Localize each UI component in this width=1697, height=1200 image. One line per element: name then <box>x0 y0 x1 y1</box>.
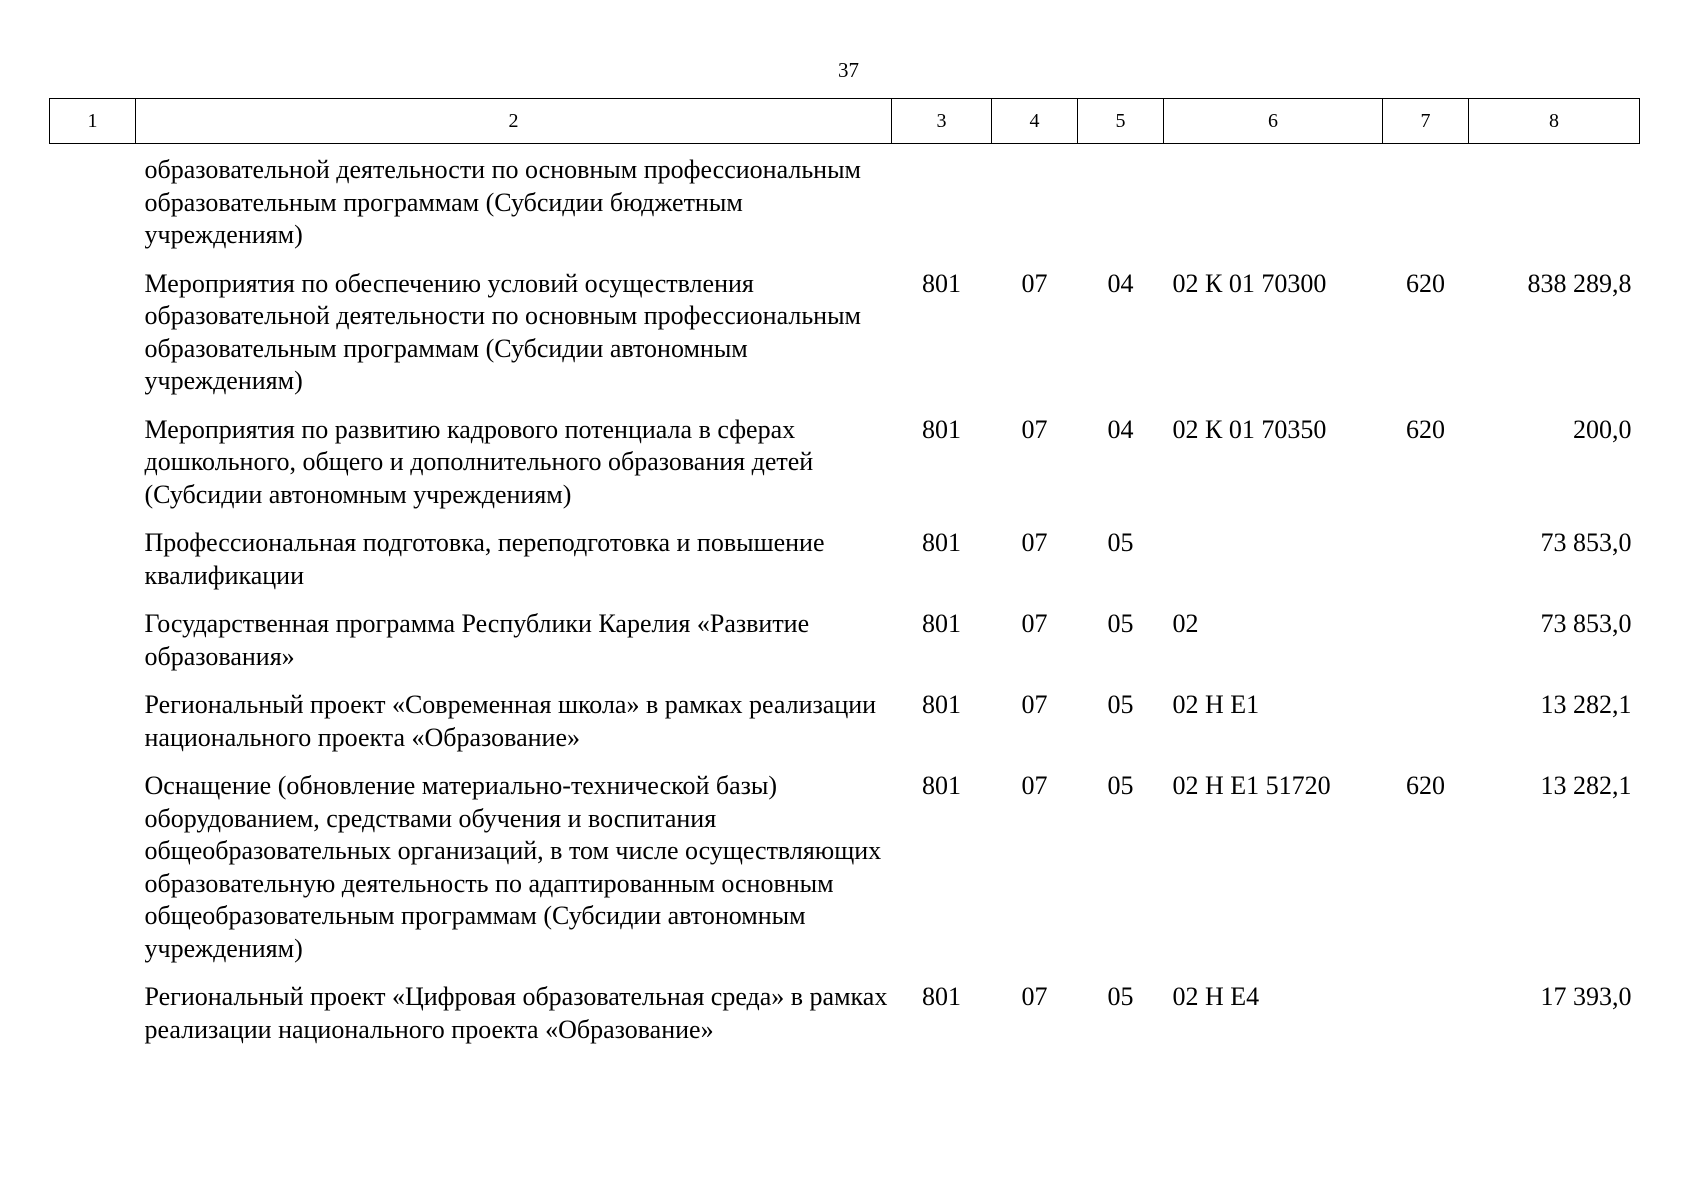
item-name: Профессиональная подготовка, переподготовка и повышение квалификации <box>144 528 825 590</box>
section-code: 07 <box>1021 528 1048 557</box>
target-article-code <box>1164 527 1383 608</box>
col-1-cell <box>50 527 136 608</box>
expense-type-code <box>1383 144 1469 268</box>
target-article-code: 02 Н Е4 <box>1172 982 1260 1011</box>
expense-type-code <box>1383 981 1469 1062</box>
table-row <box>50 268 1640 414</box>
item-name: образовательной деятельности по основным профессиональным образовательным программам (Субсидии бюджетным учреждениям) <box>144 155 862 249</box>
item-name: Государственная программа Республики Карелия «Развитие образования» <box>144 609 810 671</box>
target-article-code: 02 Н Е1 51720 <box>1172 771 1331 800</box>
amount: 200,0 <box>1573 414 1632 444</box>
item-name: Мероприятия по обеспечению условий осуществления образовательной деятельности по основным профессиональным образовательным программам (Субсидии автономным учреждениям) <box>144 268 862 395</box>
expense-type-code <box>1383 527 1469 608</box>
col-1-cell <box>50 770 136 981</box>
amount: 73 853,0 <box>1540 528 1632 557</box>
amount: 73 853,0 <box>1540 609 1632 638</box>
subsection-code: 05 <box>1107 771 1134 800</box>
admin-code: 801 <box>922 982 961 1011</box>
section-code <box>992 144 1078 268</box>
subsection-code: 04 <box>1107 414 1134 444</box>
header-col-8: 8 <box>1469 99 1640 144</box>
subsection-code <box>1078 144 1164 268</box>
col-1-cell <box>50 689 136 770</box>
table-row <box>50 770 1640 981</box>
amount: 13 282,1 <box>1540 771 1632 800</box>
target-article-code: 02 К 01 70300 <box>1172 268 1327 298</box>
admin-code: 801 <box>922 268 961 298</box>
section-code: 07 <box>1021 982 1048 1011</box>
section-code: 07 <box>1021 771 1048 800</box>
subsection-code: 05 <box>1107 609 1134 638</box>
header-col-2: 2 <box>136 99 892 144</box>
item-name: Региональный проект «Цифровая образовательная среда» в рамках реализации национального проекта «Образование» <box>144 982 888 1044</box>
amount: 13 282,1 <box>1540 690 1632 719</box>
col-1-cell <box>50 414 136 528</box>
col-1-cell <box>50 981 136 1062</box>
subsection-code: 05 <box>1107 528 1134 557</box>
page-number: 37 <box>838 58 859 82</box>
header-col-4: 4 <box>992 99 1078 144</box>
table-row <box>50 414 1640 528</box>
admin-code: 801 <box>922 690 961 719</box>
admin-code <box>892 144 992 268</box>
col-1-cell <box>50 608 136 689</box>
table-row <box>50 689 1640 770</box>
target-article-code: 02 Н Е1 <box>1172 690 1260 719</box>
expense-type-code: 620 <box>1406 414 1445 444</box>
header-row <box>50 99 1640 144</box>
section-code: 07 <box>1021 609 1048 638</box>
target-article-code: 02 <box>1172 609 1199 638</box>
admin-code: 801 <box>922 414 961 444</box>
section-code: 07 <box>1021 414 1048 444</box>
subsection-code: 05 <box>1107 690 1134 719</box>
amount <box>1469 144 1640 268</box>
col-1-cell <box>50 268 136 414</box>
header-col-7: 7 <box>1383 99 1469 144</box>
budget-table <box>49 98 1640 1062</box>
amount: 838 289,8 <box>1527 268 1632 298</box>
item-name: Региональный проект «Современная школа» в рамках реализации национального проекта «Образование» <box>144 690 877 752</box>
target-article-code <box>1164 144 1383 268</box>
expense-type-code: 620 <box>1406 771 1445 800</box>
admin-code: 801 <box>922 609 961 638</box>
expense-type-code <box>1383 608 1469 689</box>
subsection-code: 05 <box>1107 982 1134 1011</box>
admin-code: 801 <box>922 771 961 800</box>
expense-type-code: 620 <box>1406 268 1445 298</box>
target-article-code: 02 К 01 70350 <box>1172 414 1327 444</box>
header-col-1: 1 <box>50 99 136 144</box>
header-col-5: 5 <box>1078 99 1164 144</box>
table-row <box>50 144 1640 268</box>
section-code: 07 <box>1021 268 1048 298</box>
expense-type-code <box>1383 689 1469 770</box>
header-col-3: 3 <box>892 99 992 144</box>
table-row <box>50 981 1640 1062</box>
table-row <box>50 527 1640 608</box>
section-code: 07 <box>1021 690 1048 719</box>
header-col-6: 6 <box>1164 99 1383 144</box>
subsection-code: 04 <box>1107 268 1134 298</box>
table-row <box>50 608 1640 689</box>
item-name: Мероприятия по развитию кадрового потенциала в сферах дошкольного, общего и дополнительного образования детей (Субсидии автономным учреждениям) <box>144 414 814 509</box>
item-name: Оснащение (обновление материально-технической базы) оборудованием, средствами обучения и воспитания общеобразовательных организаций, в том числе осуществляющих образовательную деятельность по адаптированным основным общеобразовательным программам (Субсидии автономным учреждениям) <box>144 771 882 963</box>
admin-code: 801 <box>922 528 961 557</box>
amount: 17 393,0 <box>1540 982 1632 1011</box>
col-1-cell <box>50 144 136 268</box>
